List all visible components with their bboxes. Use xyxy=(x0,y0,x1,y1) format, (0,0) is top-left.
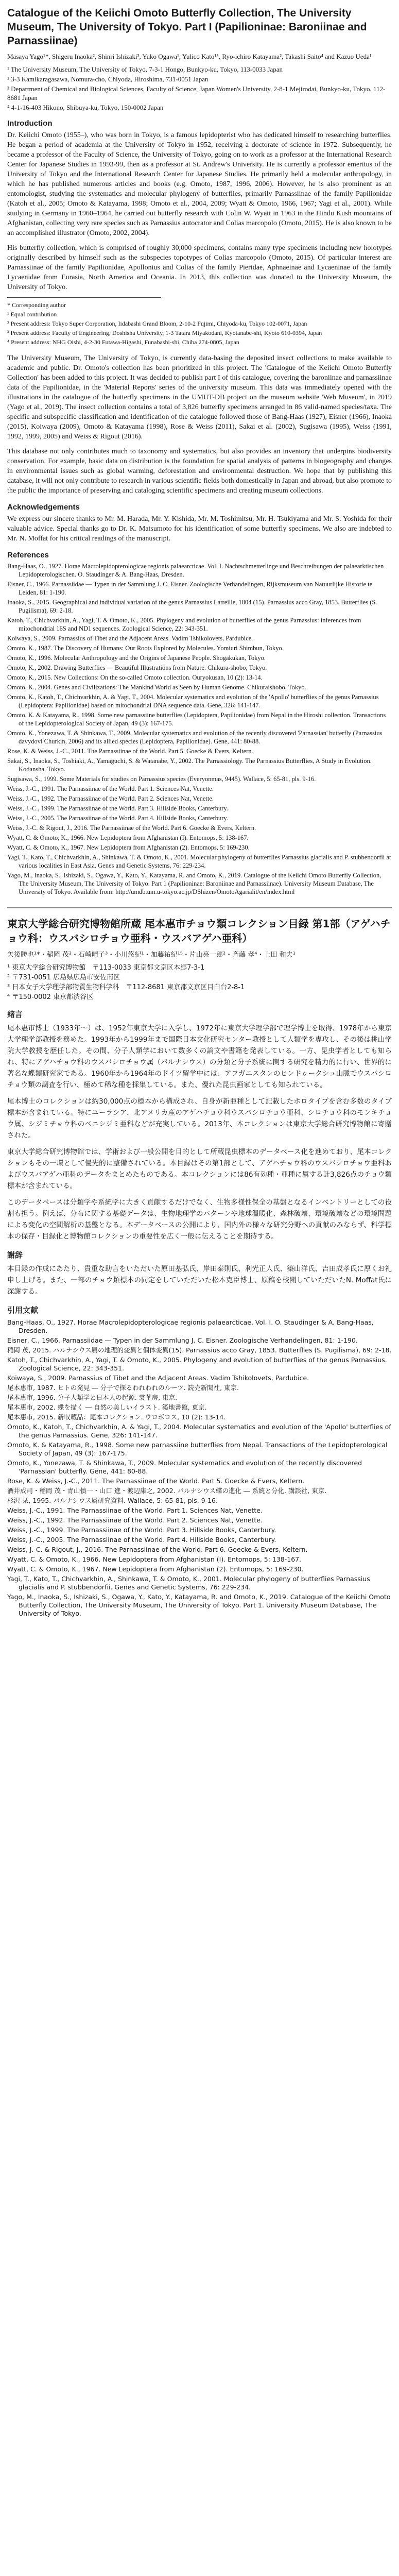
affiliation: ¹ The University Museum, The University of Tokyo, 7-3-1 Hongo, Bunkyo-ku, Tokyo, 113-0033 Japan xyxy=(7,65,283,73)
affiliation: ⁴ 〒150-0002 東京都渋谷区 xyxy=(7,993,94,1001)
reference-entry: Omoto, K., Katoh, T., Chichvarkhin, A. & Yagi, T., 2004. Molecular systematics and evolution of the 'Apollo' butterflies of the genus Parnassius. Gene, 326: 141-147. xyxy=(7,1423,391,1439)
reference-entry: Omoto, K., Yonezawa, T. & Shinkawa, T., 2009. Molecular systematics and evolution of the recently discovered 'Parnassian' butterfly (Parnassius davydovi Churkin, 2006) and its allied species (Lepidoptera, Papilionidae). Gene, 441: 80-88. xyxy=(7,730,383,745)
reference-entry: Weiss, J.-C. & Rigout, J., 2016. The Parnassiinae of the World. Part 6. Goecke & Evers, Keltern. xyxy=(7,1546,308,1553)
japanese-acknowledgements-text: 本目録の作成にあたり、貴重な助言をいただいた原田基弘氏、岸田泰則氏、利光正人氏、築山洋氏、吉田成孝氏に厚くお礼申し上げる。また、一部のチョウ類標本の同定をしていただいた松本克臣博士、原稿を校閲していただいたN. Moffat氏に深謝する。 xyxy=(7,1265,392,1296)
intro-paragraph: Dr. Keiichi Omoto (1955–), who was born in Tokyo, is a famous lepidopterist who has dedicated himself to researching butterflies. He began a period of academia at the University of Tokyo in 1952, receiving a doctorate of science in 1972. Subsequently, he became a professor of the Faculty of Science, the University of Tokyo, going on to work as a professor at the International Research Center for Japanese Studies in 1993-99, then as a professor at St. Andrew's University. He is currently a professor emeritus of the University of Tokyo and the International Research Center for Japanese Studies. He primarily held a molecular anthropology, in which he has published numerous articles and books (e.g. Omoto, 1987, 1996, 2006). However, he is also prominent as an entomologist, studying the systematics and molecular phylogeny of butterflies, primarily Parnassiinae of the family Papilionidae (Katoh et al., 2005; Omoto & Katayama, 1998; Omoto et al., 2004, 2009; Wyatt & Omoto, 1966, 1967; Yagi et al., 2001). While studying in Germany in 1960–1964, he carried out butterfly research with Colin W. Wyatt in 1963 in the Hindu Kush mountains of Afghanistan, collecting very rare species such as Parnassius autocrator and Colias marcopolo (Omoto, 2015). He is also known to be an accomplished illustrator (Omoto, 2002, 2004). xyxy=(7,131,392,237)
reference-entry: Bang-Haas, O., 1927. Horae Macrolepidopterologicae regionis palaearcticae. Vol. I. O. Staudinger & A. Bang-Haas, Dresden. xyxy=(7,1318,374,1334)
author-list: Masaya Yago¹*, Shigeru Inaoka², Shinri Ishizaki³, Yuko Ogawa¹, Yulico Kato¹⁵, Ryo-ichiro Katayama², Takashi Saito⁴ and Kazuo Ueda¹ xyxy=(7,53,372,60)
japanese-author-list: 矢後勝也¹*・稲岡 茂²・石崎晴子³・小川悠紀¹・加藤祐紀¹⁵・片山亮一郎²・斉藤 孝⁴・上田 和夫¹ xyxy=(7,951,296,959)
reference-entry: Weiss, J.-C., 1999. The Parnassiinae of the World. Part 3. Hillside Books, Canterbury. xyxy=(7,805,228,812)
reference-entry: Koiwaya, S., 2009. Parnassius of Tibet and the Adjacent Areas. Vadim Tshikolovets, Pardubice. xyxy=(7,1374,309,1382)
affiliation: ³ 日本女子大学理学部物質生物科学科 〒112-8681 東京都文京区目白台2-8-1 xyxy=(7,984,245,991)
reference-entry: Wyatt, C. & Omoto, K., 1966. New Lepidoptera from Afghanistan (I). Entomops, 5: 138-167. xyxy=(7,834,249,841)
footnote: ¹ Equal contribution xyxy=(7,311,57,318)
affiliation: ² 3-3 Kamikaragasawa, Nomura-cho, Chiyoda, Hiroshima, 731-0051 Japan xyxy=(7,75,209,83)
reference-entry: Katoh, T., Chichvarkhin, A., Yagi, T. & Omoto, K., 2005. Phylogeny and evolution of butterflies of the genus Parnassius. Zoological Science, 22: 343-351. xyxy=(7,1356,387,1372)
japanese-references-heading: 引用文献 xyxy=(7,1306,39,1315)
reference-entry: 杉沢 栞, 1995. パルナシウス属研究資料. Wallace, 5: 65-81, pls. 9-16. xyxy=(7,1497,218,1504)
references-heading: References xyxy=(7,551,49,560)
reference-entry: Eisner, C., 1966. Parnassiidae — Typen in der Sammlung J. C. Eisner. Zoologische Verhandelingen, Rijksmuseum van Natuurlijke Historie te Leiden, 81: 1-190. xyxy=(7,581,373,596)
japanese-intro-paragraph: 尾本博士のコレクションは約30,000点の標本から構成され、自身が新亜種として記載したホロタイプを含む多数のタイプ標本が含まれている。特にユーラシア、北アメリカ産のアゲハチョウ科ウスバシロチョウ亜科、シロチョウ科のモンキチョウ属、シジミチョウ科のベニシジミ亜科などが充実している。2013年、本コレクションは東京大学総合研究博物館に寄贈された。 xyxy=(7,1097,392,1140)
document-title: Catalogue of the Keiichi Omoto Butterfly Collection, The University Museum, The University of Tokyo. Part I (Papilioninae: Baroniinae and Parnassiinae) xyxy=(7,7,367,47)
reference-entry: Weiss, J.-C. & Rigout, J., 2016. The Parnassiinae of the World. Part 6. Goecke & Evers, Keltern. xyxy=(7,824,256,832)
affiliation: ¹ 東京大学総合研究博物館 〒113-0033 東京都文京区本郷7-3-1 xyxy=(7,964,205,972)
japanese-intro-paragraph: このデータベースは分類学や系統学に大きく貢献するだけでなく、生物多様性保全の基盤となるインベントリーとしての役割も担う。例えば、分布に関する基礎データは、生物地理学のパターンや地球温暖化、森林破壊、環境破壊などの環境問題による変化の空間解析の基盤となる。本データベースの公開により、国内外の様々な研究分野への貢献のみならず、科学標本の保存・目録化と博物館コレクションの重要性を広く一般に伝えることを期待する。 xyxy=(7,1198,392,1241)
reference-entry: Weiss, J.-C., 1991. The Parnassiinae of the World. Part 1. Sciences Nat, Venette. xyxy=(7,1506,263,1514)
reference-entry: Omoto, K., Katoh, T., Chichvarkhin, A. & Yagi, T., 2004. Molecular systematics and evolution of the 'Apollo' butterflies of the genus Parnassius (Lepidoptera: Papilionidae) based on mitochondrial DNA sequence data. Gene, 326: 141-147. xyxy=(7,693,379,709)
footnote: ⁴ Present address: NHG Oishi, 4-2-30 Futawa-Higashi, Funabashi-shi, Chiba 274-0805, Japan xyxy=(7,338,239,346)
japanese-acknowledgements-heading: 謝辞 xyxy=(7,1250,23,1260)
footnote: * Corresponding author xyxy=(7,301,66,309)
affiliation: ² 〒731-0051 広島県広島市安佐南区 xyxy=(7,974,120,981)
reference-entry: Weiss, J.-C., 1991. The Parnassiinae of the World. Part 1. Sciences Nat, Venette. xyxy=(7,785,214,792)
reference-entry: Rose, K. & Weiss, J.-C., 2011. The Parnassiinae of the World. Part 5. Goecke & Evers, Keltern. xyxy=(7,1477,305,1485)
japanese-title: 東京大学総合研究博物館所蔵 尾本惠市チョウ類コレクション目録 第1部（アゲハチョウ科：ウスバシロチョウ亜科・ウスバアゲハ亜科） xyxy=(7,918,391,944)
reference-list xyxy=(7,562,392,896)
reference-entry: Yagi, T., Kato, T., Chichvarkhin, A., Shinkawa, T. & Omoto, K., 2001. Molecular phylogeny of butterflies Parnassius glacialis and P. stubbendorfii. Genes and Genetic Systems, 76: 229-234. xyxy=(7,1575,370,1591)
intro-paragraph: The University Museum, The University of Tokyo, is currently data-basing the deposited insect collections to make available to academic and public. Dr. Omoto's collection has been prioritized in this project. The 'Catalogue of the Keiichi Omoto Butterfly Collection' has been added to this project. It was decided to publish part I of this catalogue, covering the baroniinae and parnassiinae data of the Papilionidae, in the 'Material Reports' series of the university museum. This data was immediately opened with the illustrations in the catalogue of the butterfly specimens in the UMUT-DB project on the museum website 'Web Museum', in 2019 (Yago et al., 2019). The insect collection contains a total of 3,826 butterfly specimens arranged in 86 valid-named species/taxa. The specific and subspecific classification and identification of the catalogue followed those of Bang-Haas (1927), Eisner (1966), Inaoka (2015), Koiwaya (2009), Omoto & Katayama (1998), Rose & Weiss (2011), Sakai et al. (2002), Sugisawa (1995), Weiss (1991, 1992, 1999, 2005) and Weiss & Rigout (2016). xyxy=(7,354,392,440)
reference-entry: 酒井成司・稲岡 茂・青山慎一・山口 進・渡辺康之, 2002. パルナシウス蝶の進化 ― 系統と分化. 講談社, 東京. xyxy=(7,1487,327,1495)
intro-paragraph: His butterfly collection, which is comprised of roughly 30,000 specimens, contains many type specimens including new holotypes originally described by himself such as the subspecies topotypes of Colias marcopolo (Omoto, 2015). Of particular interest are Parnassiinae of the family Papilionidae, Apollonius and Colias of the family Pieridae, Aphnaeinae and Lycaeninae of the family Lycaenidae from Eurasia, North America and Oceania. In 2013, this collection was donated to the University Museum, the University of Tokyo. xyxy=(7,244,392,291)
reference-entry: Yago, M., Inaoka, S., Ishizaki, S., Ogawa, Y., Kato, Y., Katayama, R. and Omoto, K., 2019. Catalogue of the Keiichi Omoto Butterfly Collection, The University Museum, The University of Tokyo. Part 1. University Museum Database, The University of Tokyo. xyxy=(7,1593,391,1617)
japanese-affiliation-list xyxy=(7,963,392,1002)
reference-entry: 尾本惠市, 1996. 分子人類学と日本人の起源. 裳華房, 東京. xyxy=(7,1394,178,1401)
japanese-intro-paragraph: 尾本惠市博士（1933年～）は、1952年東京大学に入学し、1972年に東京大学理学部で理学博士を取得、1978年から東京大学理学部教授を務めた。1993年から1999年まで国際日本文化研究センター教授として人類学を専攻し、その後は桃山学院大学教授を歴任した。その間、分子人類学において数多くの論文や書籍を発表している。一方、昆虫学者としても知られ、特にアゲハチョウ科のウスバシロチョウ属（パルナシウス）の分類と分子系統に関する研究を精力的に行い、世界的に著名な蝶類研究家である。1960年から1964年のドイツ留学中には、アフガニスタンのヒンドゥークシュ山脈でウスバシロチョウ類の調査を行い、極めて稀な種を採集している。また、優れた昆虫画家としても知られている。 xyxy=(7,1024,392,1089)
footnote: ³ Present address: Faculty of Engineering, Doshisha University, 1-3 Tatara Miyakodani, Kyotanabe-shi, Kyoto 610-0394, Japan xyxy=(7,329,322,336)
reference-entry: Bang-Haas, O., 1927. Horae Macrolepidopterologicae regionis palaearcticae. Vol. I. Nachtschmetterlinge und Beschreibungen der palaearktischen Lepidopterologischen. O. Staudinger & A. Bang-Haas, Dresden. xyxy=(7,563,384,578)
reference-entry: 尾本惠市, 2002. 蝶を描く ― 自然の美しいイラスト. 築地書館, 東京. xyxy=(7,1403,207,1411)
reference-entry: Weiss, J.-C., 2005. The Parnassiinae of the World. Part 4. Hillside Books, Canterbury. xyxy=(7,1536,276,1544)
reference-entry: Sugisawa, S., 1999. Some Materials for studies on Parnassius species (Everyonmas, 9445). Wallace, 5: 65-81, pls. 9-16. xyxy=(7,775,316,783)
intro-paragraph: This database not only contributes much to taxonomy and systematics, but also provides an inventory that underpins biodiversity conservation. For example, basic data on distribution is the foundation for spatial analysis of patterns in biogeography and changes in environmental issues such as global warming, deforestation and environmental destruction. We hope that by publishing this database, it will not only contribute to research in various scientific fields both domestically in Japan and abroad, but also promote to the public the importance of preserving and cataloging scientific specimens and creating museum collections. xyxy=(7,448,392,495)
english-section xyxy=(7,6,392,896)
japanese-intro-paragraph: 東京大学総合研究博物館では、学術および一般公開を目的として所蔵昆虫標本のデータベース化を進めており、尾本コレクションもその一環として優先的に整備されている。本目録はその第1部として、アゲハチョウ科のウスバシロチョウ亜科およびウスバアゲハ亜科のデータをまとめたものである。本コレクションには86有効種・亜種に属する計3,826点のチョウ類標本が含まれている。 xyxy=(7,1148,392,1190)
footnote-rule xyxy=(7,297,161,298)
introduction-heading: Introduction xyxy=(7,119,53,128)
reference-entry: Wyatt, C. & Omoto, K., 1967. New Lepidoptera from Afghanistan (2). Entomops, 5: 169-230. xyxy=(7,1565,304,1573)
japanese-introduction-heading: 緒言 xyxy=(7,1010,23,1019)
footnote: ² Present address: Tokyo Super Corporation, Iidabashi Grand Bloom, 2-10-2 Fujimi, Chiyoda-ku, Tokyo 102-0071, Japan xyxy=(7,320,307,327)
reference-entry: Yagi, T., Kato, T., Chichvarkhin, A., Shinkawa, T. & Omoto, K., 2001. Molecular phylogeny of butterflies Parnassius glacialis and P. stubbendorfii at various localities in East Asia. Genes and Genetic Systems, 76: 229-234. xyxy=(7,854,391,869)
reference-entry: Omoto, K., 2004. Genes and Civilizations: The Mankind World as Seen by Human Genome. Chikuraishobo, Tokyo. xyxy=(7,684,306,691)
reference-entry: Sakai, S., Inaoka, S., Toshiaki, A., Yamaguchi, S. & Watanabe, Y., 2002. The Parnassiology. The Parnassius Butterflies, A Study in Evolution. Kodansha, Tokyo. xyxy=(7,757,372,773)
affiliation: ⁴ 4-1-16-403 Hikono, Shibuya-ku, Tokyo, 150-0002 Japan xyxy=(7,104,164,111)
section-divider xyxy=(7,907,392,908)
japanese-reference-list xyxy=(7,1318,392,1618)
acknowledgements-heading: Acknowledgements xyxy=(7,503,80,512)
reference-entry: Wyatt, C. & Omoto, K., 1966. New Lepidoptera from Afghanistan (I). Entomops, 5: 138-167. xyxy=(7,1555,302,1563)
reference-entry: Weiss, J.-C., 2005. The Parnassiinae of the World. Part 4. Hillside Books, Canterbury. xyxy=(7,815,228,822)
reference-entry: Rose, K. & Weiss, J.-C., 2011. The Parnassiinae of the World. Part 5. Goecke & Evers, Keltern. xyxy=(7,748,253,755)
reference-entry: Weiss, J.-C., 1992. The Parnassiinae of the World. Part 2. Sciences Nat, Venette. xyxy=(7,1516,263,1524)
reference-entry: 稲岡 茂, 2015. パルナシウス属の地理的変異と個体変異(15). Parnassius acco Gray, 1853. Butterflies (S. Pugilisma), 69: 2-18. xyxy=(7,1346,392,1354)
reference-entry: Weiss, J.-C., 1992. The Parnassiinae of the World. Part 2. Sciences Nat, Venette. xyxy=(7,795,214,802)
reference-entry: Omoto, K., 1987. The Discovery of Humans: Our Roots Explored by Molecules. Yomiuri Shimbun, Tokyo. xyxy=(7,645,284,652)
reference-entry: Wyatt, C. & Omoto, K., 1967. New Lepidoptera from Afghanistan (2). Entomops, 5: 169-230. xyxy=(7,844,250,851)
japanese-section xyxy=(7,917,392,1618)
reference-entry: 尾本惠市, 2015. 新収蔵品：尾本コレクション. ウロボロス, 10 (2): 13-14. xyxy=(7,1413,226,1421)
reference-entry: Omoto, K., 2015. New Collections: On the so-called Omoto collection. Ouryokusan, 10 (2): 13-14. xyxy=(7,674,263,681)
affiliation-list xyxy=(7,65,392,112)
footnote-list xyxy=(7,301,392,346)
reference-entry: Omoto, K., 2002. Drawing Butterflies — Beautiful Illustrations from Nature. Chikura-shobo, Tokyo. xyxy=(7,664,267,671)
reference-entry: Inaoka, S., 2015. Geographical and individual variation of the genus Parnassius Latreille, 1804 (15). Parnassius acco Gray, 1853. Butterflies (S. Pugilisma), 69: 2-18. xyxy=(7,599,377,614)
reference-entry: 尾本惠市, 1987. ヒトの発見 ― 分子で探るわれわれのルーツ. 読売新聞社, 東京. xyxy=(7,1384,239,1392)
reference-entry: Katoh, T., Chichvarkhin, A., Yagi, T. & Omoto, K., 2005. Phylogeny and evolution of butterflies of the genus Parnassius: inferences from mitochondrial 16S and ND1 sequences. Zoological Science, 22: 343-351. xyxy=(7,617,361,632)
reference-entry: Omoto, K. & Katayama, R., 1998. Some new parnassiine butterflies from Nepal. Transactions of the Lepidopterological Society of Japan, 49 (3): 167-175. xyxy=(7,1441,388,1457)
reference-entry: Omoto, K., 1996. Molecular Anthropology and the Origins of Japanese People. Shogakukan, Tokyo. xyxy=(7,654,266,662)
acknowledgements-text: We express our sincere thanks to Mr. M. Harada, Mr. Y. Kishida, Mr. M. Toshimitsu, Mr. H. Tsukiyama and Mr. S. Yoshida for their valuable advice. Special thanks go to Dr. K. Matsumoto for his identification of some butterfly specimens. We also are indebted to Mr. N. Moffat for his critical readings of the manuscript. xyxy=(7,515,392,543)
reference-entry: Koiwaya, S., 2009. Parnassius of Tibet and the Adjacent Areas. Vadim Tshikolovets, Pardubice. xyxy=(7,635,253,642)
affiliation: ³ Department of Chemical and Biological Sciences, Faculty of Science, Japan Women's University, 2-8-1 Mejirodai, Bunkyo-ku, Tokyo, 112-8681 Japan xyxy=(7,85,386,101)
reference-entry: Eisner, C., 1966. Parnassiidae — Typen in der Sammlung J. C. Eisner. Zoologische Verhandelingen, 81: 1-190. xyxy=(7,1336,358,1344)
reference-entry: Weiss, J.-C., 1999. The Parnassiinae of the World. Part 3. Hillside Books, Canterbury. xyxy=(7,1526,276,1534)
reference-entry: Omoto, K. & Katayama, R., 1998. Some new parnassiine butterflies (Lepidoptera, Papilionidae) from Nepal in the Hiroshi collection. Transactions of the Lepidopterological Society of Japan, 49 (3): 167-175. xyxy=(7,711,386,727)
reference-entry: Yago, M., Inaoka, S., Ishizaki, S., Ogawa, Y., Kato, Y., Katayama, R. and Omoto, K., 2019. Catalogue of the Keiichi Omoto Butterfly Collection, The University Museum, The University of Tokyo. Part 1 (Papilioninae: Baroniinae and Parnassiinae). University Museum Database, The University of Tokyo. Available from: http://umdb.um.u-tokyo.ac.jp/DShizen/OmotoAgarialit/en/index.html xyxy=(7,872,381,895)
reference-entry: Omoto, K., Yonezawa, T. & Shinkawa, T., 2009. Molecular systematics and evolution of the recently discovered 'Parnassian' butterfly. Gene, 441: 80-88. xyxy=(7,1459,362,1475)
